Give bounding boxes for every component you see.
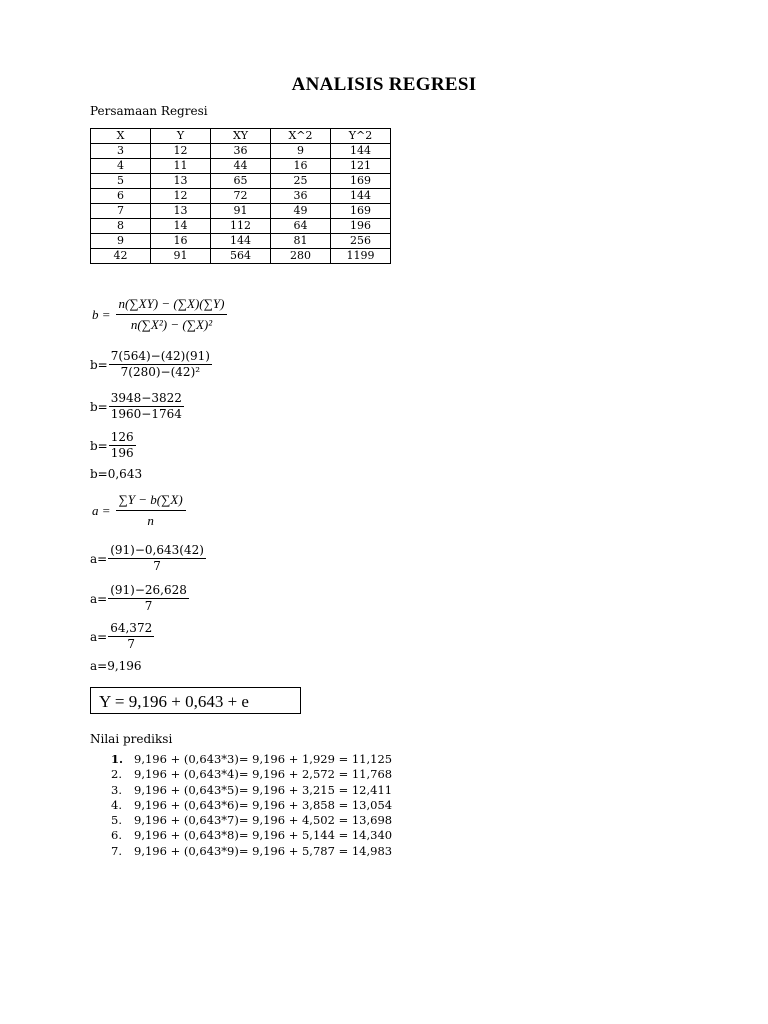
list-item <box>111 752 392 767</box>
table-cell: 121 <box>331 159 391 174</box>
b-step-2 <box>90 392 184 421</box>
b-step-fraction <box>109 431 136 460</box>
table-cell: 13 <box>151 204 211 219</box>
b-formula-denominator: n(∑X²) − (∑X)² <box>130 317 213 332</box>
prediction-list <box>111 752 392 859</box>
header-x2: X^2 <box>271 129 331 144</box>
b-step-fraction <box>109 350 212 379</box>
list-number: 5. <box>111 813 122 828</box>
table-cell: 64 <box>271 219 331 234</box>
table-cell: 81 <box>271 234 331 249</box>
table-cell: 65 <box>211 174 271 189</box>
b-formula-fraction <box>116 296 228 333</box>
a-step-lhs: a= <box>90 629 108 644</box>
b-step-lhs: b= <box>90 438 108 453</box>
a-formula-fraction <box>116 492 186 529</box>
a-step-2 <box>90 584 189 613</box>
table-row <box>91 174 391 189</box>
table-row <box>91 204 391 219</box>
b-formula <box>92 296 227 333</box>
table-cell: 5 <box>91 174 151 189</box>
header-y: Y <box>151 129 211 144</box>
header-x: X <box>91 129 151 144</box>
a-formula-numerator: ∑Y − b(∑X) <box>116 492 186 511</box>
table-cell: 1199 <box>331 249 391 264</box>
table-row <box>91 234 391 249</box>
table-cell: 564 <box>211 249 271 264</box>
a-step-lhs: a= <box>90 591 108 606</box>
a-step-numerator: (91)−26,628 <box>110 583 187 597</box>
a-step-denominator: 7 <box>127 637 136 651</box>
table-cell: 280 <box>271 249 331 264</box>
b-step-fraction <box>109 392 184 421</box>
table-cell: 144 <box>331 189 391 204</box>
b-step-numerator: 7(564)−(42)(91) <box>110 349 210 363</box>
b-step-numerator: 3948−3822 <box>110 391 182 405</box>
b-step-lhs: b= <box>90 357 108 372</box>
table-cell: 49 <box>271 204 331 219</box>
a-step-denominator: 7 <box>153 559 161 573</box>
table-cell: 36 <box>271 189 331 204</box>
table-row <box>91 159 391 174</box>
b-step-lhs: b= <box>90 399 108 414</box>
b-step-denominator: 7(280)−(42)² <box>120 365 201 379</box>
list-item <box>111 798 392 813</box>
table-cell: 11 <box>151 159 211 174</box>
b-step-3 <box>90 431 136 460</box>
page-title: ANALISIS REGRESI <box>291 74 477 95</box>
a-step-fraction <box>108 622 154 651</box>
list-item <box>111 783 392 798</box>
list-text: 9,196 + (0,643*8)= 9,196 + 5,144 = 14,340 <box>134 828 393 843</box>
a-formula-lhs: a = <box>92 502 111 518</box>
b-step-denominator: 1960−1764 <box>110 407 182 421</box>
list-number: 4. <box>111 797 122 812</box>
table-cell: 169 <box>331 174 391 189</box>
list-item <box>111 813 392 828</box>
b-step-denominator: 196 <box>110 446 134 460</box>
table-cell: 169 <box>331 204 391 219</box>
list-text: 9,196 + (0,643*6)= 9,196 + 3,858 = 13,054 <box>134 797 393 812</box>
a-step-lhs: a= <box>90 551 108 566</box>
table-row <box>91 219 391 234</box>
table-cell: 256 <box>331 234 391 249</box>
table-row <box>91 189 391 204</box>
table-cell: 72 <box>211 189 271 204</box>
list-number: 2. <box>111 767 122 782</box>
list-text: 9,196 + (0,643*4)= 9,196 + 2,572 = 11,768 <box>134 767 393 782</box>
table-cell: 8 <box>91 219 151 234</box>
table-cell: 196 <box>331 219 391 234</box>
b-formula-numerator: n(∑XY) − (∑X)(∑Y) <box>116 296 228 315</box>
table-cell: 16 <box>271 159 331 174</box>
list-item <box>111 844 392 859</box>
section-subtitle: Persamaan Regresi <box>90 104 208 118</box>
table-cell: 44 <box>211 159 271 174</box>
a-step-denominator: 7 <box>144 599 153 613</box>
table-cell: 16 <box>151 234 211 249</box>
table-cell: 144 <box>211 234 271 249</box>
table-cell: 13 <box>151 174 211 189</box>
a-step-numerator: (91)−0,643(42) <box>110 543 204 557</box>
list-item <box>111 828 392 843</box>
list-text: 9,196 + (0,643*5)= 9,196 + 3,215 = 12,411 <box>134 782 393 797</box>
b-formula-lhs: b = <box>92 306 111 322</box>
table-cell: 112 <box>211 219 271 234</box>
list-text: 9,196 + (0,643*3)= 9,196 + 1,929 = 11,125 <box>134 752 393 766</box>
a-step-3 <box>90 622 154 651</box>
header-xy: XY <box>211 129 271 144</box>
table-cell: 14 <box>151 219 211 234</box>
list-text: 9,196 + (0,643*7)= 9,196 + 4,502 = 13,698 <box>134 813 393 828</box>
table-cell: 91 <box>211 204 271 219</box>
list-number: 3. <box>111 782 122 797</box>
b-step-numerator: 126 <box>110 430 134 444</box>
b-result: b=0,643 <box>90 467 143 481</box>
table-cell: 3 <box>91 144 151 159</box>
table-cell: 12 <box>151 189 211 204</box>
prediction-label: Nilai prediksi <box>90 732 173 746</box>
a-result: a=9,196 <box>90 659 142 673</box>
list-number: 1. <box>111 752 124 766</box>
b-step-1 <box>90 350 212 379</box>
regression-equation-box: Y = 9,196 + 0,643 + e <box>90 687 301 714</box>
a-formula-denominator: n <box>147 513 154 528</box>
table-cell: 9 <box>271 144 331 159</box>
table-cell: 42 <box>91 249 151 264</box>
table-cell: 12 <box>151 144 211 159</box>
table-header-row <box>91 129 391 144</box>
a-step-fraction <box>108 544 206 573</box>
a-step-numerator: 64,372 <box>110 621 153 635</box>
table-cell: 144 <box>331 144 391 159</box>
list-number: 7. <box>111 843 122 858</box>
a-step-fraction <box>108 584 189 613</box>
a-step-1 <box>90 544 206 573</box>
list-item <box>111 767 392 782</box>
table-cell: 9 <box>91 234 151 249</box>
table-cell: 4 <box>91 159 151 174</box>
list-number: 6. <box>111 828 122 843</box>
a-formula <box>92 492 186 529</box>
header-y2: Y^2 <box>331 129 391 144</box>
regression-table <box>90 128 391 264</box>
table-cell: 25 <box>271 174 331 189</box>
table-cell: 36 <box>211 144 271 159</box>
table-cell: 91 <box>151 249 211 264</box>
table-cell: 7 <box>91 204 151 219</box>
table-cell: 6 <box>91 189 151 204</box>
table-row <box>91 144 391 159</box>
table-total-row <box>91 249 391 264</box>
list-text: 9,196 + (0,643*9)= 9,196 + 5,787 = 14,983 <box>134 843 393 858</box>
